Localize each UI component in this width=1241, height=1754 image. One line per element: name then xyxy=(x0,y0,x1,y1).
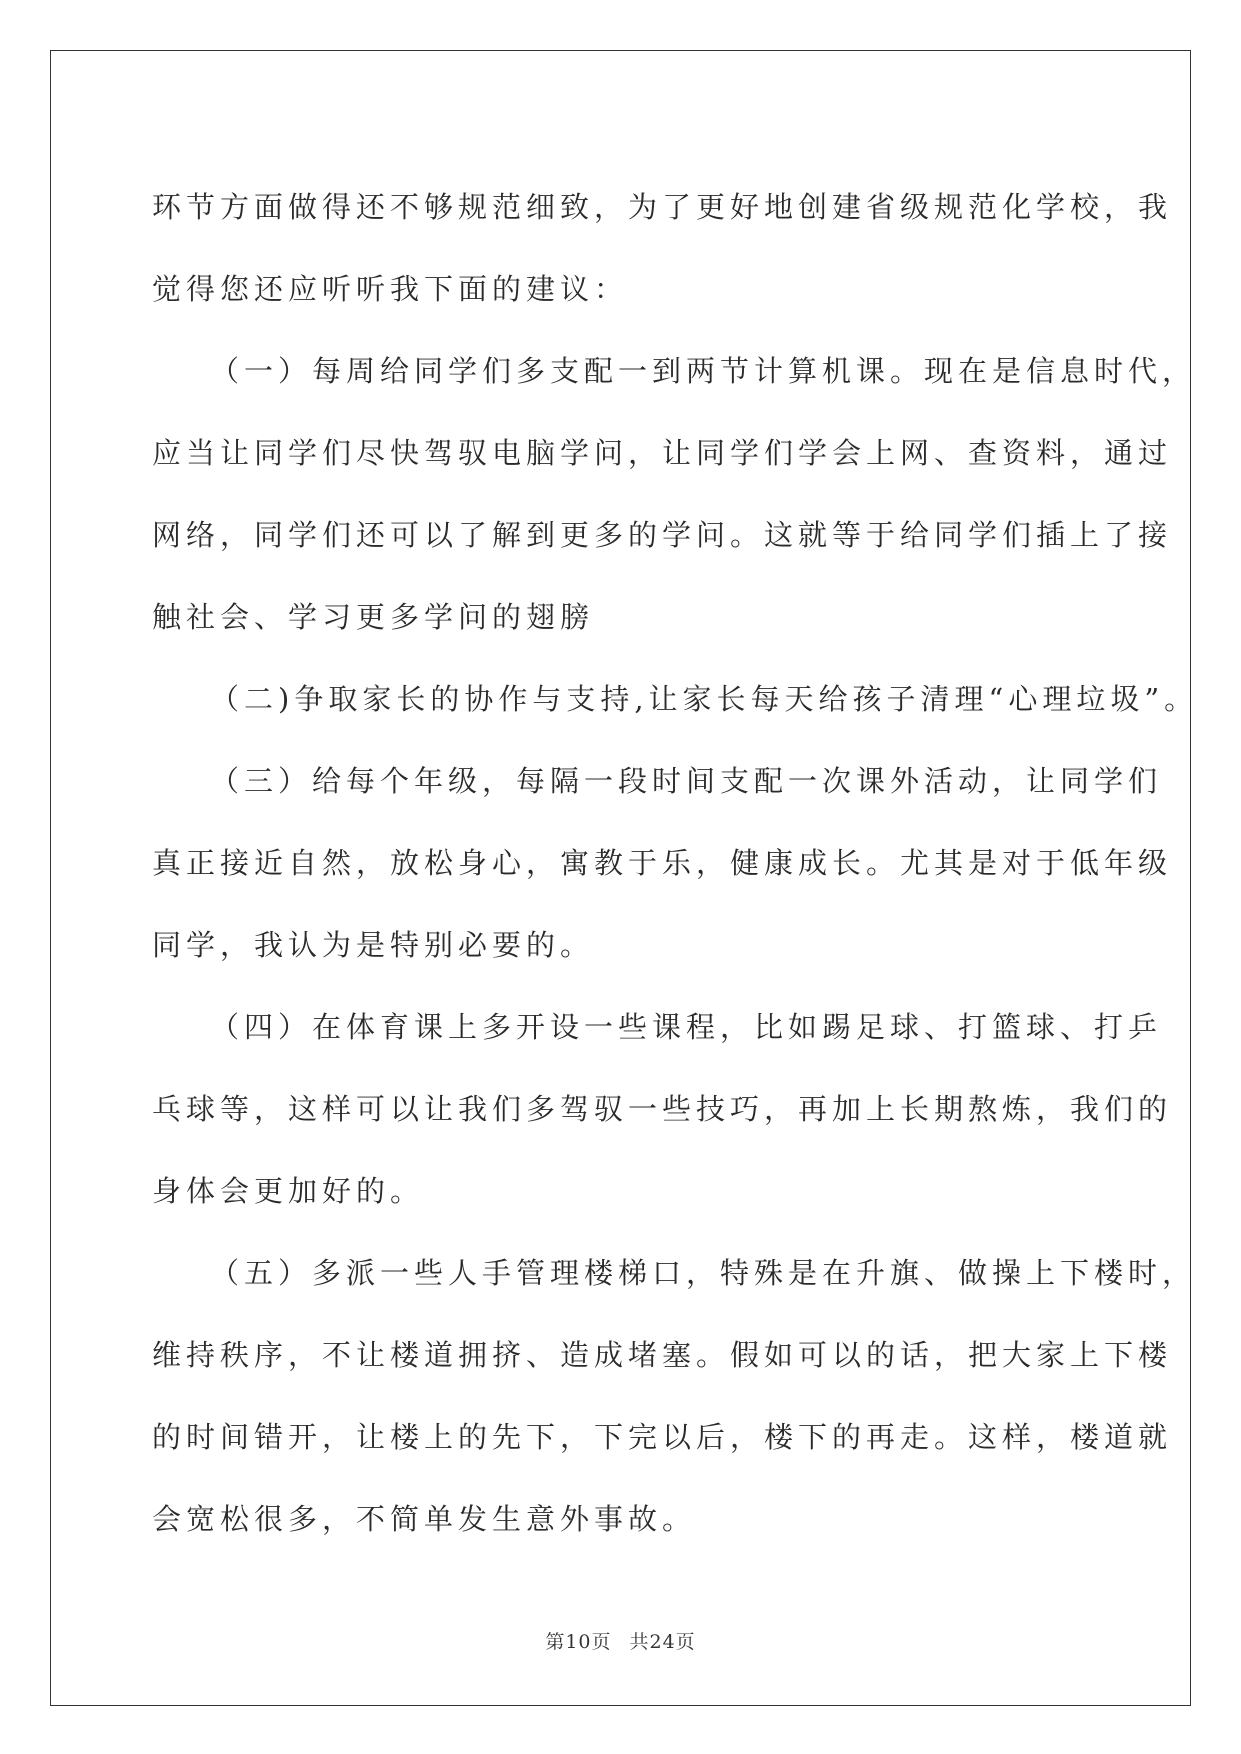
text-line: 网络，同学们还可以了解到更多的学问。这就等于给同学们插上了接 xyxy=(152,518,1173,552)
text-line: 触社会、学习更多学问的翅膀 xyxy=(152,600,595,634)
paragraph-suggestion-3 xyxy=(152,740,1173,986)
text-line: 真正接近自然，放松身心，寓教于乐，健康成长。尤其是对于低年级 xyxy=(152,846,1173,880)
page-number-current: 第10页 xyxy=(545,1631,612,1653)
paragraph-suggestion-2 xyxy=(152,658,1199,740)
text-line: （三）给每个年级，每隔一段时间支配一次课外活动，让同学们 xyxy=(210,764,1163,798)
text-line: 会宽松很多，不简单发生意外事故。 xyxy=(152,1502,697,1536)
text-line: 觉得您还应听听我下面的建议： xyxy=(152,272,629,306)
text-line: 应当让同学们尽快驾驭电脑学问，让同学们学会上网、查资料，通过 xyxy=(152,436,1173,470)
text-line: （四）在体育课上多开设一些课程，比如踢足球、打篮球、打乒 xyxy=(210,1010,1163,1044)
text-line: 身体会更加好的。 xyxy=(152,1174,425,1208)
text-line: （五）多派一些人手管理楼梯口，特殊是在升旗、做操上下楼时， xyxy=(210,1256,1197,1290)
paragraph-suggestion-4 xyxy=(152,986,1173,1232)
text-line: 同学，我认为是特别必要的。 xyxy=(152,928,595,962)
paragraph-suggestion-5 xyxy=(152,1232,1197,1560)
paragraph-suggestion-1 xyxy=(152,330,1197,658)
text-line: 乓球等，这样可以让我们多驾驭一些技巧，再加上长期熬炼，我们的 xyxy=(152,1092,1173,1126)
text-line: 维持秩序，不让楼道拥挤、造成堵塞。假如可以的话，把大家上下楼 xyxy=(152,1338,1173,1372)
document-body xyxy=(152,166,1199,1560)
paragraph-intro xyxy=(152,166,1173,330)
text-line: （一）每周给同学们多支配一到两节计算机课。现在是信息时代， xyxy=(210,354,1197,388)
text-line: 的时间错开，让楼上的先下，下完以后，楼下的再走。这样，楼道就 xyxy=(152,1420,1173,1454)
text-line: （二)争取家长的协作与支持,让家长每天给孩子清理“心理垃圾”。 xyxy=(210,682,1199,716)
page-number-total: 共24页 xyxy=(629,1631,696,1653)
page-footer xyxy=(0,1627,1241,1654)
text-line: 环节方面做得还不够规范细致，为了更好地创建省级规范化学校，我 xyxy=(152,190,1173,224)
